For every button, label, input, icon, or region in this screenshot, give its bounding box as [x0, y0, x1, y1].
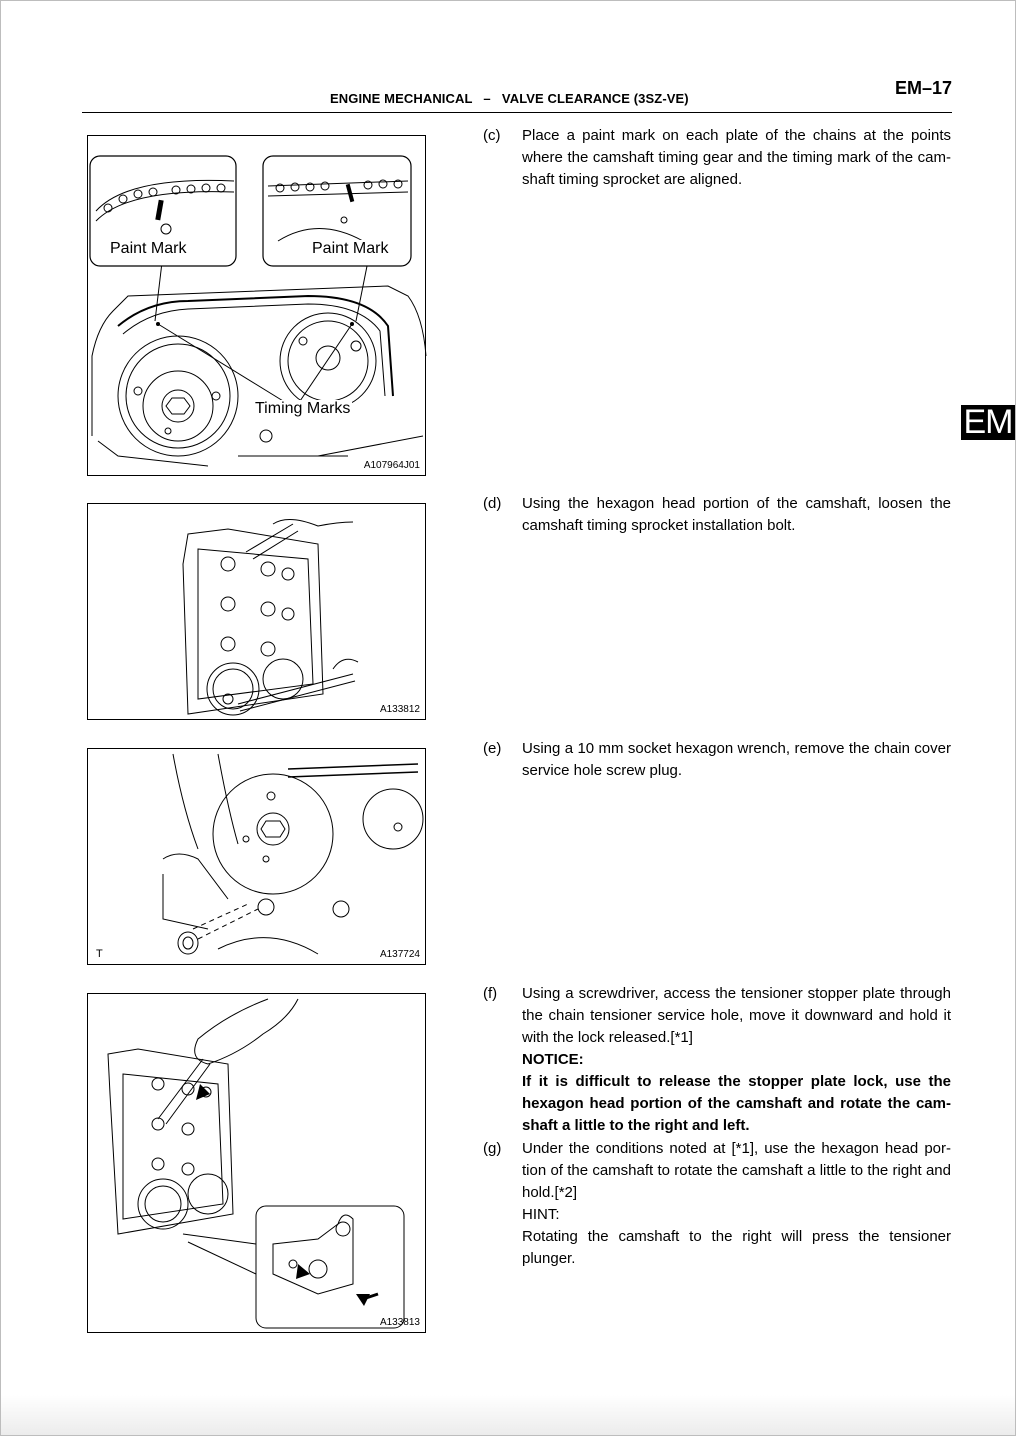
hint-label: HINT: — [522, 1206, 560, 1223]
notice-label: NOTICE: — [522, 1051, 584, 1068]
camshaft-wrench-illustration — [88, 504, 427, 721]
page-number: EM–17 — [894, 78, 952, 98]
figure-remove-plug — [87, 748, 426, 965]
step-letter: (e) — [483, 740, 502, 757]
step-d — [483, 493, 951, 537]
engine-timing-chain-illustration — [88, 136, 427, 477]
figure-corner-mark: T — [96, 948, 103, 960]
figure-code: A133812 — [379, 704, 420, 715]
step-text: Using a screwdriver, access the tensioner stopper plate through the chain tensioner service hole, move it downward and hold it with the lock released.[*1] — [522, 985, 951, 1046]
hint-text: Rotating the camshaft to the right will press the tensioner plunger. — [522, 1228, 951, 1267]
step-g — [483, 1138, 951, 1270]
step-text: Under the conditions noted at [*1], use the hexagon head por-tion of the camshaft to rotate the camshaft a little to the right and hold.[*2] — [522, 1140, 951, 1201]
figure-loosen-bolt — [87, 503, 426, 720]
step-c — [483, 125, 951, 191]
step-letter: (f) — [483, 985, 498, 1002]
paint-mark-label-left: Paint Mark — [110, 240, 187, 257]
figure-code: A107964J01 — [363, 460, 420, 471]
figure-code: A137724 — [379, 949, 420, 960]
figure-code: A133813 — [379, 1317, 420, 1328]
step-text: Using the hexagon head portion of the camshaft, loosen the camshaft timing sprocket installation bolt. — [522, 495, 951, 534]
figure-timing-marks — [87, 135, 426, 476]
timing-marks-label: Timing Marks — [255, 400, 351, 417]
service-hole-plug-illustration — [88, 749, 427, 966]
section-title: ENGINE MECHANICAL – VALVE CLEARANCE (3SZ-VE) — [330, 91, 689, 106]
step-text: Place a paint mark on each plate of the chains at the points where the camshaft timing gear and the timing mark of the cam-shaft timing sprocket are aligned. — [522, 127, 951, 188]
step-letter: (d) — [483, 495, 502, 512]
page-header — [82, 78, 952, 113]
figure-tensioner-stopper — [87, 993, 426, 1333]
notice-text: If it is difficult to release the stopper plate lock, use the hexagon head portion of the camshaft and rotate the cam-shaft a little to the right and left. — [522, 1073, 951, 1134]
paint-mark-label-right: Paint Mark — [312, 240, 389, 257]
step-letter: (c) — [483, 127, 501, 144]
step-text: Using a 10 mm socket hexagon wrench, remove the chain cover service hole screw plug. — [522, 740, 951, 779]
step-e — [483, 738, 951, 782]
tensioner-stopper-illustration — [88, 994, 427, 1334]
step-f — [483, 983, 951, 1137]
step-letter: (g) — [483, 1140, 502, 1157]
section-tab-em[interactable]: EM — [961, 405, 1015, 440]
page-bottom-shade — [1, 1395, 1015, 1435]
